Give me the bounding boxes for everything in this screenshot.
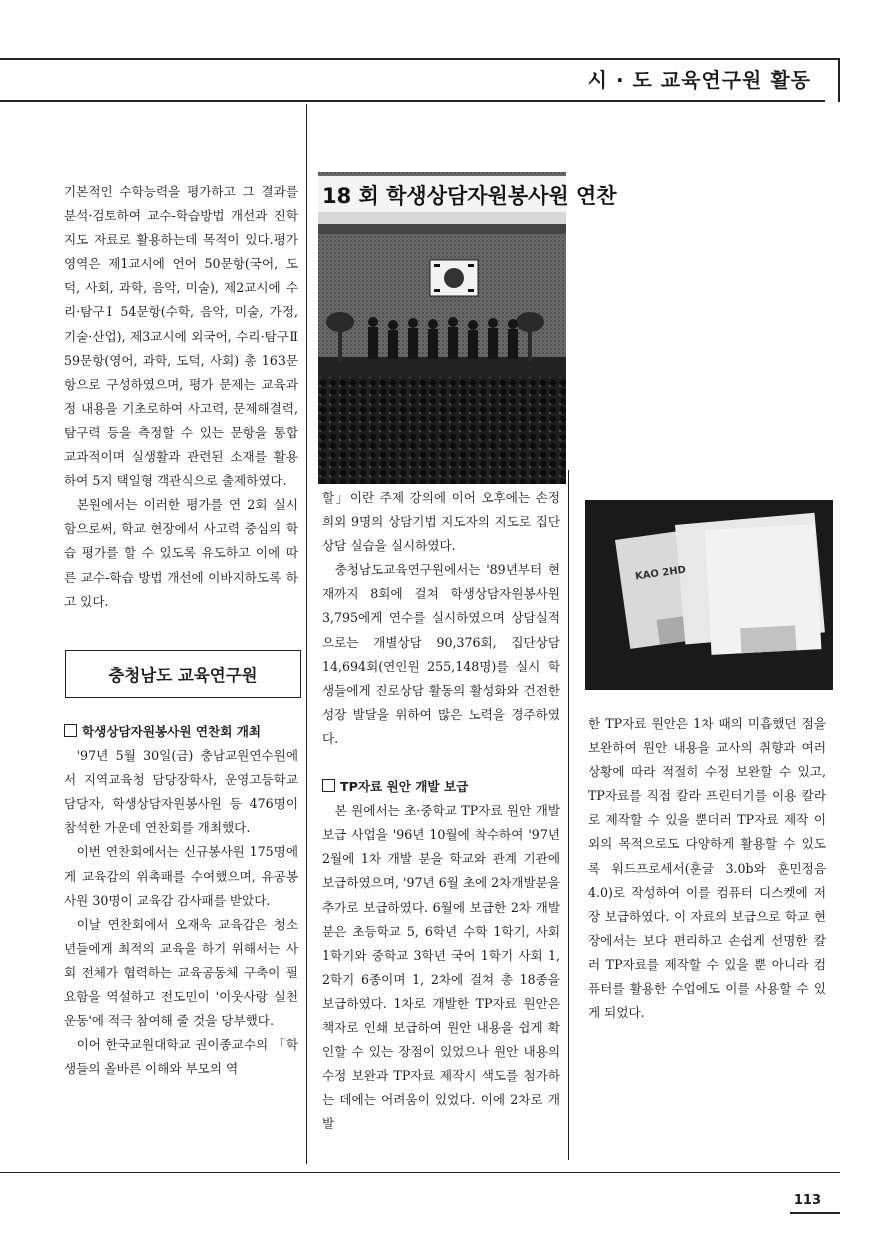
paragraph: 기본적인 수학능력을 평가하고 그 결과를 분석·검토하여 교수-학습방법 개선과 진학 지도 자료로 활용하는데 목적이 있다.평가 영역은 제1교시에 언어 50문항(국어, 도덕, 사회, 과학, 음악, 미술), 제2교시에 수리·탐구Ⅰ 54문항(수학, 음악, 미술, 가정, 기술·산업), 제3교시에 외국어, 수리·탐구Ⅱ 59문항(영어, 과학, 도덕, 사회) 총 163문항으로 구성하였으며, 평가 문제는 교육과정 내용을 기초로하여 사고력, 문제해결력, 탐구력 등을 측정할 수 있는 문항을 통합 교과적이며 실생활과 관련된 소재를 활용하여 5지 택일형 객관식으로 출제하였다.	[64, 184, 298, 489]
page-number-underline	[790, 1212, 840, 1214]
checkbox-square-icon	[322, 779, 335, 792]
column-divider-right	[568, 470, 569, 1160]
ceremony-photo-image	[318, 172, 617, 484]
header-right-vertical-rule	[838, 58, 840, 102]
paragraph: 이어 한국교원대학교 권이종교수의 「학생들의 올바른 이해와 부모의 역	[64, 1037, 298, 1077]
subheading-tp-material: TP자료 원안 개발 보급	[322, 775, 560, 799]
footer-rule	[0, 1172, 840, 1173]
ceremony-photo	[318, 172, 617, 484]
header-top-rule	[0, 58, 840, 60]
column-3	[588, 712, 826, 1025]
diskette-photo	[585, 500, 833, 690]
paragraph: 본원에서는 이러한 평가를 연 2회 실시함으로써, 학교 현장에서 사고력 중심의 학습 평가를 할 수 있도록 유도하고 이에 따른 교수-학습 방법 개선에 이바지하도록 하고 있다.	[64, 497, 298, 609]
paragraph: 할」이란 주제 강의에 이어 오후에는 손정희외 9명의 상담기법 지도자의 지도로 집단상담 실습을 실시하였다.	[322, 490, 560, 554]
column-1-lower	[64, 720, 298, 1081]
disk-label: KAO 2HD	[634, 564, 687, 583]
checkbox-square-icon	[64, 724, 77, 737]
banner-text: 18 회 학생상담자원봉사원 연찬	[322, 184, 617, 208]
diskette-photo-image	[585, 500, 833, 690]
column-1	[64, 180, 298, 614]
paragraph: 한 TP자료 원안은 1차 때의 미흡했던 점을 보완하여 원안 내용을 교사의 취향과 여러 상황에 따라 적절히 수정 보완할 수 있고, TP자료를 직접 칼라 프린터기를 이용 칼라로 제작할 수 있을 뿐더러 TP자료 제작 이외의 목적으로도 다양하게 활용할 수 있도록 워드프로세서(훈글 3.0b와 훈민정음 4.0)로 작성하여 이를 컴퓨터 디스켓에 저장 보급하였다. 이 자료의 보급으로 학교 현장에서는 보다 편리하고 손쉽게 선명한 칼러 TP자료를 제작할 수 있을 뿐 아니라 컴퓨터를 활용한 수업에도 이를 사용할 수 있게 되었다.	[588, 716, 826, 1021]
page-number: 113	[793, 1193, 821, 1208]
paragraph: '97년 5월 30일(금) 충남교원연수원에서 지역교육청 담당장학사, 운영고등학교 담당자, 학생상담자원봉사원 등 476명이 참석한 가운데 연찬회를 개최했다.	[64, 748, 298, 836]
column-2	[322, 486, 560, 1136]
institute-section-title: 충청남도 교육연구원	[108, 666, 258, 685]
paragraph: 본 원에서는 초·중학교 TP자료 원안 개발 보급 사업을 '96년 10월에 착수하여 '97년 2월에 1차 개발 분을 학교와 관계 기관에 보급하였으며, '97년 6월 초에 2차개발분을 추가로 보급하였다. 6월에 보급한 2차 개발분은 초등학교 5, 6학년 수학 1학기, 사회 1학기와 중학교 3학년 국어 1학기 사회 1, 2학기 6종이며 1, 2차에 걸쳐 총 18종을 보급하였다. 1차로 개발한 TP자료 원안은 책자로 인쇄 보급하여 원안 내용을 쉽게 확인할 수 있는 장점이 있었으나 원안 내용의 수정 보완과 TP자료 제작시 색도를 첨가하는 데에는 어려움이 있었다. 이에 2차로 개발	[322, 803, 561, 1132]
paragraph: 이날 연찬회에서 오재욱 교육감은 청소년들에게 최적의 교육을 하기 위해서는 사회 전체가 협력하는 교육공동체 구축이 필요함을 역설하고 전도민이 '이웃사랑 실천운동'에 적극 참여해 줄 것을 당부했다.	[64, 916, 298, 1029]
subheading-counseling: 학생상담자원봉사원 연찬회 개최	[64, 720, 298, 744]
paragraph: 이번 연찬회에서는 신규봉사원 175명에게 교육감의 위촉패를 수여했으며, 유공봉사원 30명이 교육감 감사패를 받았다.	[64, 844, 298, 908]
column-divider-left	[306, 104, 307, 1164]
institute-section-box	[65, 650, 301, 698]
paragraph: 충청남도교육연구원에서는 '89년부터 현재까지 8회에 걸쳐 학생상담자원봉사원 3,795에게 연수를 실시하였으며 상담실적으로는 개별상담 90,376회, 집단상담 14,694회(연인원 255,148명)를 실시 학생들에게 진로상담 활동의 활성화와 건전한 성장 발달을 위하여 많은 노력을 경주하였다.	[322, 562, 560, 746]
section-title: 시 · 도 교육연구원 활동	[587, 68, 811, 92]
header-bottom-rule	[0, 100, 825, 102]
